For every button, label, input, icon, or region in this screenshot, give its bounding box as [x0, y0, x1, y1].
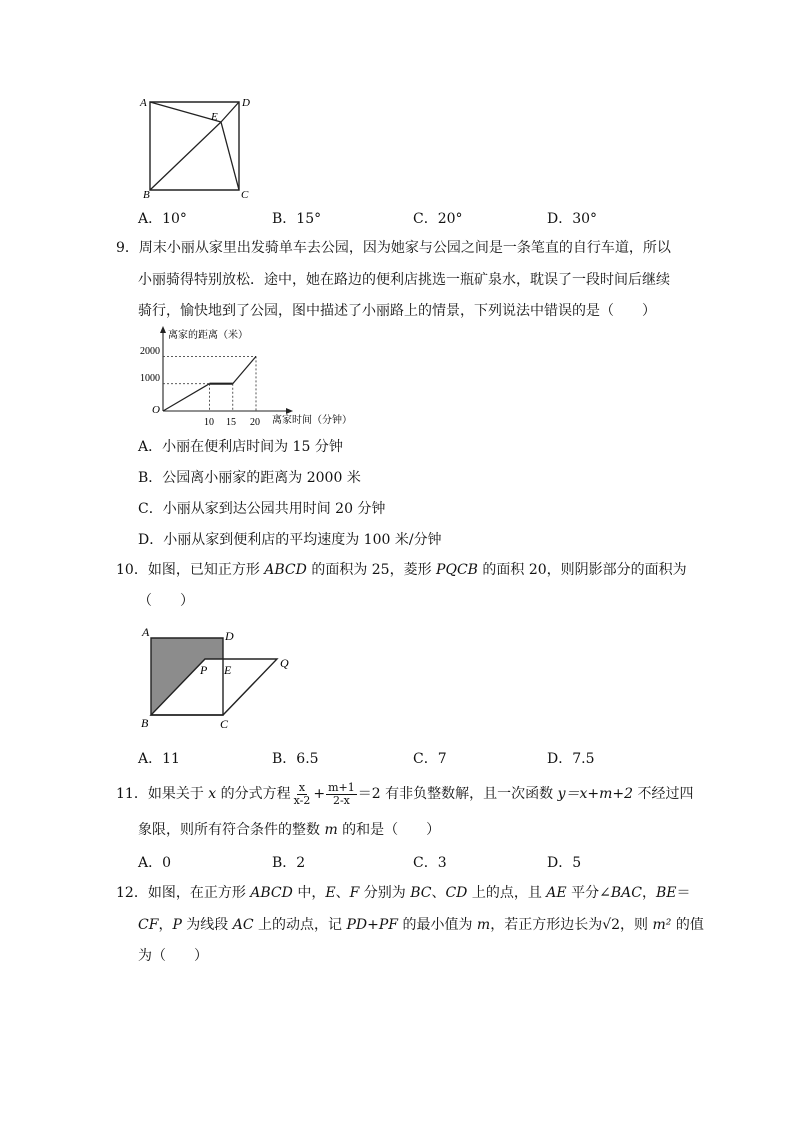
label-q: Q [280, 656, 289, 670]
q10-option-d[interactable]: D．7.5 [547, 751, 595, 767]
q10-pqcb: PQCB [436, 562, 478, 578]
label-e: E [224, 663, 232, 677]
q12-line-3: 为（ ） [138, 948, 208, 964]
q12-f: F [349, 885, 360, 901]
chart-origin: O [152, 404, 160, 416]
q12-t12: 上的动点，记 [253, 917, 347, 933]
q9-line-1: 9．周末小丽从家里出发骑单车去公园，因为她家与公园之间是一条笔直的自行车道，所以 [116, 240, 671, 256]
q12-line-1 [116, 883, 690, 903]
q11-frac1-num: x [298, 780, 306, 794]
chart-ylabel: 离家的距离（米） [168, 330, 248, 341]
segment-ce [221, 122, 239, 190]
x-axis-arrow [286, 408, 293, 414]
q12-line-2 [138, 915, 704, 935]
q12-pdpf: PD+PF [346, 917, 399, 933]
q11-x: x [208, 786, 217, 802]
q10-text-b: 的面积为 25，菱形 [306, 562, 437, 578]
label-a: A [142, 625, 150, 639]
q11-option-d[interactable]: D．5 [547, 855, 582, 871]
label-b: B [141, 716, 149, 730]
q10-line-2: （ ） [138, 593, 194, 609]
q12-t4: 分别为 [359, 885, 411, 901]
q8-option-d[interactable]: D．30° [547, 211, 598, 227]
q11-m: m [324, 822, 338, 838]
q10-option-a[interactable]: A．11 [138, 751, 180, 767]
q10-option-b[interactable]: B．6.5 [272, 751, 319, 767]
q11-text-a: 11．如果关于 [116, 786, 209, 802]
q12-be: BE [655, 885, 677, 901]
q10-text-a: 10．如图，已知正方形 [116, 562, 265, 578]
q11-fraction-2 [326, 782, 357, 807]
q8-option-a[interactable]: A．10° [138, 211, 187, 227]
q9-option-d[interactable]: D．小丽从家到便利店的平均速度为 100 米/分钟 [138, 532, 442, 548]
q11-frac2-den: 2-x [332, 793, 350, 807]
q9-option-c[interactable]: C．小丽从家到达公园共用时间 20 分钟 [138, 501, 386, 517]
label-a: A [140, 97, 147, 109]
q10-text-c: 的面积 20，则阴影部分的面积为 [477, 562, 687, 578]
q11-line-1 [116, 780, 693, 808]
q12-m2: m² [652, 917, 672, 933]
q11-fraction-1 [292, 782, 313, 807]
label-c: C [220, 717, 229, 731]
q11-text-c: ＝2 有非负整数解，且一次函数 [357, 786, 558, 802]
q12-t16: 的值 [671, 917, 704, 933]
q12-p: P [172, 917, 182, 933]
q12-t1: 12．如图，在正方形 [116, 885, 251, 901]
q11-option-b[interactable]: B．2 [272, 855, 306, 871]
q12-t6: 上的点，且 [467, 885, 547, 901]
q12-t8: ， [641, 885, 656, 901]
segment-de [221, 102, 239, 122]
q12-t10: ， [158, 917, 173, 933]
q11-func: y＝x+m+2 [557, 786, 634, 802]
q12-sqrt: √2 [602, 917, 621, 933]
q12-t2: 中， [292, 885, 326, 901]
q9-line-2: 小丽骑得特别放松．途中，她在路边的便利店挑选一瓶矿泉水，耽误了一段时间后继续 [138, 272, 670, 288]
q11-text-f: 的和是（ ） [337, 822, 441, 838]
q12-e: E [325, 885, 336, 901]
q12-ac: AC [232, 917, 254, 933]
q8-figure [138, 95, 258, 200]
y-axis-arrow [160, 326, 166, 333]
q11-line-2 [138, 820, 440, 840]
q12-t7: 平分∠ [566, 885, 611, 901]
label-d: D [225, 629, 234, 643]
q12-m: m [476, 917, 491, 933]
q11-option-a[interactable]: A．0 [138, 855, 172, 871]
q11-plus: + [313, 786, 326, 802]
x-tick-15: 15 [226, 417, 236, 428]
q11-option-c[interactable]: C．3 [413, 855, 447, 871]
y-tick-2000: 2000 [140, 346, 160, 357]
y-tick-1000: 1000 [140, 373, 160, 384]
x-tick-20: 20 [250, 417, 260, 428]
q10-line-1 [116, 560, 687, 580]
q9-option-a[interactable]: A．小丽在便利店时间为 15 分钟 [138, 439, 343, 455]
q11-text-b: 的分式方程 [216, 786, 291, 802]
q12-ae: AE [546, 885, 567, 901]
q9-line-3: 骑行，愉快地到了公园，图中描述了小丽路上的情景，下列说法中错误的是（ ） [138, 303, 656, 319]
q11-text-e: 象限，则所有符合条件的整数 [138, 822, 325, 838]
q12-t9: ＝ [676, 885, 691, 901]
label-d: D [242, 97, 250, 109]
q12-t5: 、 [431, 885, 446, 901]
segment-be [150, 122, 221, 190]
q12-t3: 、 [335, 885, 350, 901]
q11-frac1-den: x-2 [293, 793, 311, 807]
q12-t14: ，若正方形边长为 [490, 917, 603, 933]
q12-cd: CD [445, 885, 468, 901]
q12-bac: BAC [610, 885, 642, 901]
q12-cf: CF [138, 917, 159, 933]
q10-figure [135, 623, 300, 735]
q11-frac2-num: m+1 [328, 780, 355, 794]
q10-abcd: ABCD [264, 562, 307, 578]
q10-option-c[interactable]: C．7 [413, 751, 447, 767]
q12-t13: 的最小值为 [398, 917, 477, 933]
q9-option-b[interactable]: B．公园离小丽家的距离为 2000 米 [138, 470, 361, 486]
label-b: B [143, 189, 150, 200]
q9-chart [130, 325, 360, 430]
q12-bc: BC [410, 885, 432, 901]
label-e: E [211, 111, 218, 123]
series-segment-2 [233, 356, 256, 383]
x-tick-10: 10 [204, 417, 214, 428]
q8-option-c[interactable]: C．20° [413, 211, 463, 227]
label-p: P [200, 663, 208, 677]
q11-text-d: 不经过四 [633, 786, 694, 802]
label-c: C [241, 189, 249, 200]
q8-option-b[interactable]: B．15° [272, 211, 322, 227]
series-segment-0 [163, 384, 210, 411]
q12-abcd: ABCD [250, 885, 293, 901]
chart-xlabel: 离家时间（分钟） [272, 415, 352, 426]
q12-t15: ，则 [620, 917, 653, 933]
q12-t11: 为线段 [181, 917, 233, 933]
